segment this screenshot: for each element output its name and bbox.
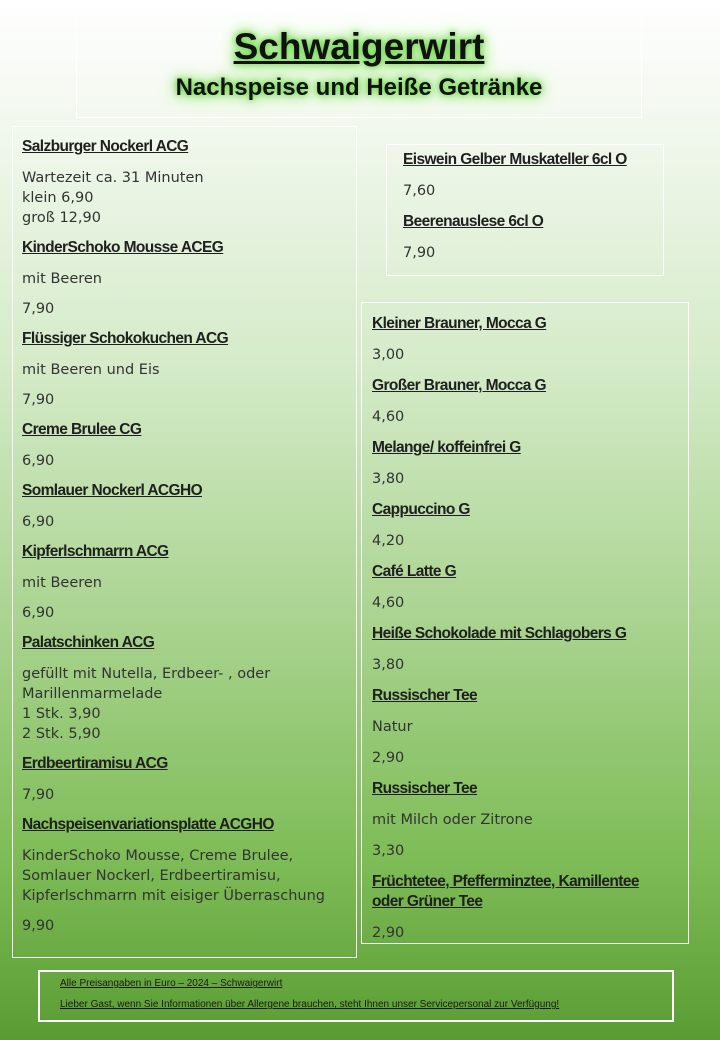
item-price: 7,60 (403, 183, 436, 199)
item-description: Wartezeit ca. 31 Minuten klein 6,90 groß 12,90 (22, 170, 204, 226)
item-name: Salzburger Nockerl ACG (22, 138, 189, 155)
item-price: 4,60 (372, 409, 405, 425)
item-price: 2,90 (372, 750, 405, 766)
item-name: Heiße Schokolade mit Schlagobers G (372, 625, 627, 642)
menu-item-creme-brulee (22, 420, 347, 471)
item-name: Großer Brauner, Mocca G (372, 377, 546, 394)
menu-item-russischer-tee-milch (372, 779, 678, 861)
item-name: Erdbeertiramisu ACG (22, 755, 168, 772)
allergen-note: Lieber Gast, wenn Sie Informationen über Allergene brauchen, steht Ihnen unser Servicepersonal zur Verfügung! (60, 999, 560, 1010)
item-name: Flüssiger Schokokuchen ACG (22, 330, 229, 347)
item-price: 7,90 (22, 787, 55, 803)
item-description: gefüllt mit Nutella, Erdbeer- , oder Marillenmarmelade 1 Stk. 3,90 2 Stk. 5,90 (22, 666, 271, 742)
item-name: KinderSchoko Mousse ACEG (22, 239, 224, 256)
item-name: Kipferlschmarrn ACG (22, 543, 169, 560)
item-name: Café Latte G (372, 563, 457, 580)
item-name: Beerenauslese 6cl O (403, 213, 544, 230)
item-price: 7,90 (22, 301, 55, 317)
desserts-section (12, 126, 357, 958)
item-name: Nachspeisenvariationsplatte ACGHO (22, 816, 274, 833)
item-name: Früchtetee, Pfefferminztee, Kamillentee oder Grüner Tee (372, 873, 639, 910)
item-price: 9,90 (22, 918, 55, 934)
menu-subtitle: Nachspeise und Heiße Getränke (175, 74, 543, 101)
item-description: mit Beeren (22, 271, 102, 287)
item-price: 7,90 (403, 245, 436, 261)
menu-item-eiswein (403, 150, 647, 201)
menu-item-nachspeisenvariationsplatte (22, 815, 347, 936)
item-price: 2,90 (372, 925, 405, 941)
item-description: mit Beeren (22, 575, 102, 591)
item-name: Somlauer Nockerl ACGHO (22, 482, 203, 499)
menu-item-fruechtetee (372, 872, 678, 943)
item-price: 7,90 (22, 392, 55, 408)
restaurant-title: Schwaigerwirt (233, 26, 485, 67)
item-price: 6,90 (22, 514, 55, 530)
item-price: 3,00 (372, 347, 405, 363)
item-price: 3,80 (372, 471, 405, 487)
item-price: 6,90 (22, 605, 55, 621)
item-name: Russischer Tee (372, 780, 478, 797)
menu-item-kinderschoko-mousse (22, 238, 347, 319)
menu-item-somlauer-nockerl (22, 481, 347, 532)
item-price: 6,90 (22, 453, 55, 469)
item-price: 4,60 (372, 595, 405, 611)
menu-item-fluessiger-schokokuchen (22, 329, 347, 410)
item-name: Melange/ koffeinfrei G (372, 439, 521, 456)
menu-item-erdbeertiramisu (22, 754, 347, 805)
item-name: Russischer Tee (372, 687, 478, 704)
price-note: Alle Preisangaben in Euro – 2024 – Schwaigerwirt (60, 978, 283, 989)
item-name: Cappuccino G (372, 501, 470, 518)
menu-item-melange (372, 438, 678, 489)
item-description: Natur (372, 719, 413, 735)
hot-drinks-section (361, 302, 689, 944)
item-name: Palatschinken ACG (22, 634, 155, 651)
dessert-wines-section (386, 144, 664, 276)
item-description: mit Milch oder Zitrone (372, 812, 533, 828)
item-price: 3,80 (372, 657, 405, 673)
item-description: KinderSchoko Mousse, Creme Brulee, Somlauer Nockerl, Erdbeertiramisu, Kipferlschmarrn mit eisiger Überraschung (22, 848, 325, 904)
menu-item-cafe-latte (372, 562, 678, 613)
menu-item-kipferlschmarrn (22, 542, 347, 623)
item-name: Kleiner Brauner, Mocca G (372, 315, 547, 332)
menu-item-heisse-schokolade (372, 624, 678, 675)
item-name: Eiswein Gelber Muskateller 6cl O (403, 151, 627, 168)
menu-item-grosser-brauner (372, 376, 678, 427)
menu-item-beerenauslese (403, 212, 647, 263)
menu-item-palatschinken (22, 633, 347, 744)
item-name: Creme Brulee CG (22, 421, 142, 438)
menu-item-russischer-tee-natur (372, 686, 678, 768)
menu-item-kleiner-brauner (372, 314, 678, 365)
menu-item-salzburger-nockerl (22, 137, 347, 228)
item-price: 4,20 (372, 533, 405, 549)
item-description: mit Beeren und Eis (22, 362, 160, 378)
item-price: 3,30 (372, 843, 405, 859)
header-box (76, 10, 642, 118)
footer-note (38, 970, 674, 1022)
menu-item-cappuccino (372, 500, 678, 551)
